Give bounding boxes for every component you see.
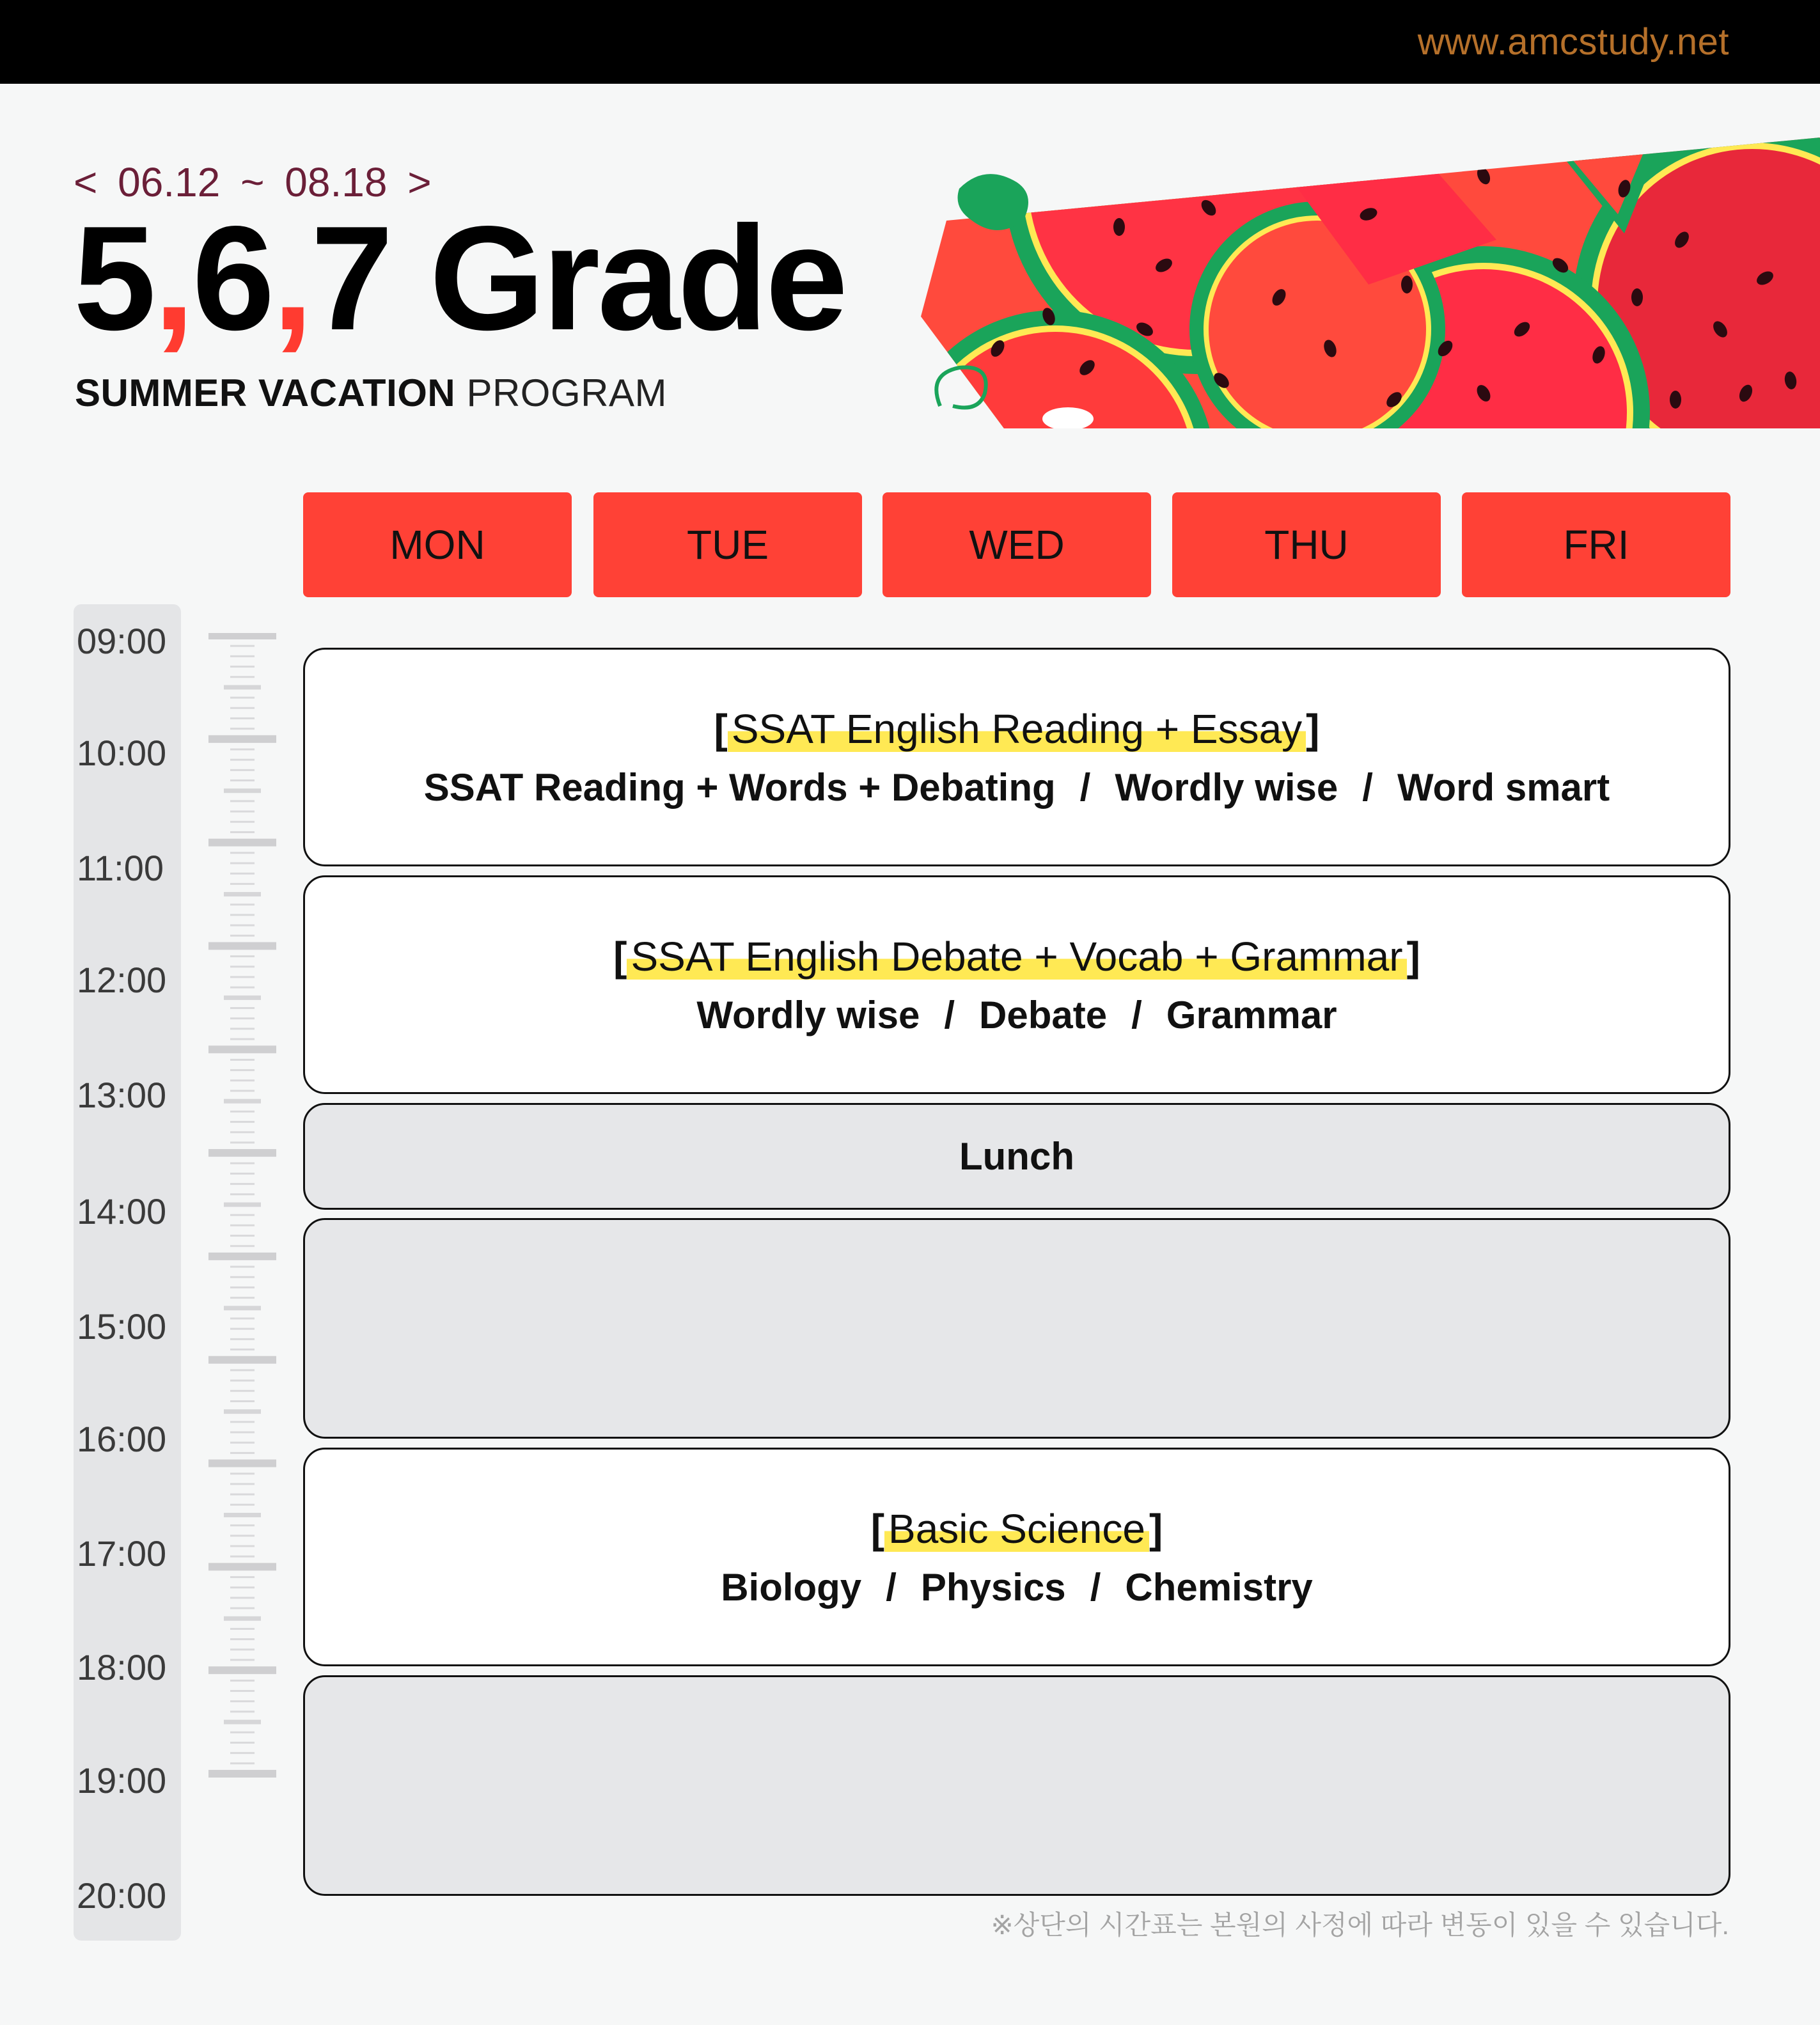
ruler-tick [224, 1203, 261, 1207]
ruler-tick [208, 1770, 276, 1778]
schedule-block-basic-science [303, 1448, 1730, 1666]
ruler-tick [230, 1432, 255, 1434]
ruler-tick [230, 1690, 255, 1692]
ruler-tick [230, 1659, 255, 1661]
ruler-tick [208, 839, 276, 847]
ruler-tick [230, 955, 255, 957]
time-label: 17:00 [77, 1533, 167, 1574]
time-ruler [208, 633, 276, 1912]
ruler-tick [230, 697, 255, 699]
time-label: 18:00 [77, 1647, 167, 1687]
ruler-tick [230, 883, 255, 885]
day-header-tue: TUE [593, 492, 862, 597]
time-label: 16:00 [77, 1419, 167, 1459]
time-label: 20:00 [77, 1875, 167, 1916]
ruler-tick [230, 1421, 255, 1423]
lunch-label: Lunch [959, 1135, 1074, 1178]
ruler-tick [208, 1253, 276, 1260]
ruler-tick [230, 1648, 255, 1650]
bracket-close: ] [1406, 933, 1420, 980]
ruler-tick [230, 1380, 255, 1382]
time-label: 15:00 [77, 1306, 167, 1347]
day-header-thu: THU [1172, 492, 1441, 597]
ruler-tick [230, 1131, 255, 1133]
timeline-column [74, 604, 181, 1941]
ruler-tick [230, 1442, 255, 1444]
ruler-tick [208, 1460, 276, 1467]
ruler-tick [208, 1045, 276, 1053]
ruler-tick [230, 1059, 255, 1061]
ruler-tick [230, 1597, 255, 1599]
ruler-tick [224, 1513, 261, 1517]
bracket-close: ] [1149, 1505, 1163, 1552]
ruler-tick [224, 1099, 261, 1104]
ruler-tick [230, 852, 255, 854]
ruler-tick [230, 1028, 255, 1029]
ruler-tick [230, 1007, 255, 1009]
ruler-tick [224, 1306, 261, 1310]
subtitle-light: PROGRAM [466, 371, 667, 414]
bracket-open: [ [613, 933, 627, 980]
ruler-tick [230, 1504, 255, 1506]
grade-title [74, 196, 845, 361]
ruler-tick [230, 1752, 255, 1754]
ruler-tick [230, 1318, 255, 1320]
top-bar [0, 0, 1820, 84]
subject: Wordly wise [1115, 765, 1338, 809]
grade-5: 5 [74, 196, 154, 361]
ruler-tick [230, 1535, 255, 1536]
block-title [871, 1505, 1163, 1552]
ruler-tick [230, 1235, 255, 1237]
ruler-tick [224, 892, 261, 896]
program-subtitle [75, 371, 667, 415]
bracket-close: ] [1306, 705, 1320, 752]
ruler-tick [230, 1680, 255, 1682]
ruler-tick [230, 1276, 255, 1278]
ruler-tick [230, 935, 255, 937]
ruler-tick [230, 1762, 255, 1764]
ruler-tick [230, 1473, 255, 1474]
block-title [613, 933, 1420, 980]
separator: / [1079, 765, 1091, 809]
ruler-tick [230, 831, 255, 833]
ruler-tick [230, 1224, 255, 1226]
ruler-tick [230, 1710, 255, 1712]
ruler-tick [208, 1356, 276, 1364]
ruler-tick [230, 717, 255, 719]
ruler-tick [230, 1297, 255, 1299]
subtitle-bold: SUMMER VACATION [75, 371, 456, 414]
ruler-tick [230, 749, 255, 751]
ruler-tick [230, 1369, 255, 1371]
ruler-tick [224, 685, 261, 689]
ruler-tick [230, 666, 255, 668]
ruler-tick [224, 1720, 261, 1724]
ruler-tick [230, 1400, 255, 1402]
separator: / [944, 993, 955, 1036]
subject: Wordly wise [696, 993, 920, 1036]
ruler-tick [230, 1038, 255, 1040]
block-title [714, 705, 1320, 753]
grade-comma: , [272, 196, 311, 361]
ruler-tick [208, 1149, 276, 1157]
ruler-tick [208, 633, 276, 639]
schedule-block-empty [303, 1218, 1730, 1439]
ruler-tick [230, 903, 255, 905]
grade-7-label: 7 Grade [311, 196, 845, 361]
ruler-tick [230, 1576, 255, 1578]
day-header-mon: MON [303, 492, 572, 597]
ruler-tick [208, 1666, 276, 1674]
subject: SSAT Reading + Words + Debating [423, 765, 1056, 809]
ruler-tick [230, 800, 255, 802]
time-label: 14:00 [77, 1191, 167, 1231]
watermelon-banner-illustration [921, 137, 1820, 428]
ruler-tick [230, 1607, 255, 1609]
bracket-open: [ [714, 705, 728, 752]
grade-6: 6 [192, 196, 272, 361]
time-label: 10:00 [77, 733, 167, 773]
ruler-tick [230, 1162, 255, 1164]
ruler-tick [230, 1286, 255, 1288]
ruler-tick [230, 1742, 255, 1744]
ruler-tick [230, 821, 255, 823]
time-label: 13:00 [77, 1075, 167, 1115]
ruler-tick [230, 811, 255, 813]
ruler-tick [230, 976, 255, 978]
ruler-tick [230, 925, 255, 926]
ruler-tick [230, 1328, 255, 1330]
ruler-tick [230, 707, 255, 709]
ruler-tick [224, 1409, 261, 1414]
time-label: 12:00 [77, 960, 167, 1000]
ruler-tick [230, 1090, 255, 1092]
day-header-fri: FRI [1462, 492, 1730, 597]
ruler-tick [230, 1266, 255, 1268]
ruler-tick [208, 735, 276, 743]
ruler-tick [230, 728, 255, 730]
ruler-tick [230, 645, 255, 647]
ruler-tick [230, 914, 255, 916]
ruler-tick [230, 1069, 255, 1071]
block-subjects [721, 1565, 1313, 1609]
schedule-block-empty [303, 1675, 1730, 1896]
ruler-tick [208, 942, 276, 950]
ruler-tick [230, 1628, 255, 1630]
separator: / [1131, 993, 1142, 1036]
separator: / [1090, 1565, 1101, 1609]
bracket-open: [ [870, 1505, 885, 1552]
time-label: 11:00 [77, 848, 164, 888]
block-title-text: Basic Science [884, 1506, 1149, 1552]
ruler-tick [230, 655, 255, 657]
ruler-tick [230, 863, 255, 864]
schedule-block-lunch [303, 1103, 1730, 1210]
ruler-tick [224, 1616, 261, 1621]
subject: Debate [979, 993, 1108, 1036]
day-header-wed: WED [883, 492, 1151, 597]
ruler-tick [230, 1545, 255, 1547]
ruler-tick [230, 759, 255, 761]
ruler-tick [230, 1111, 255, 1113]
subject: Biology [721, 1565, 862, 1609]
ruler-tick [230, 1017, 255, 1019]
time-label: 09:00 [77, 621, 167, 661]
ruler-tick [230, 676, 255, 678]
ruler-tick [230, 1349, 255, 1350]
subject: Grammar [1166, 993, 1337, 1036]
separator: / [1362, 765, 1373, 809]
site-url[interactable]: www.amcstudy.net [1417, 21, 1729, 63]
time-label: 19:00 [77, 1760, 167, 1801]
ruler-tick [230, 873, 255, 875]
block-title-text: SSAT English Reading + Essay [728, 706, 1306, 752]
ruler-tick [230, 1638, 255, 1640]
ruler-tick [230, 1524, 255, 1526]
subject: Physics [920, 1565, 1066, 1609]
ruler-tick [230, 1700, 255, 1702]
subject: Chemistry [1125, 1565, 1313, 1609]
schedule-block-ssat-reading [303, 648, 1730, 866]
ruler-tick [230, 1214, 255, 1216]
ruler-tick [230, 769, 255, 771]
ruler-tick [230, 1121, 255, 1123]
date-range: < 06.12 ~ 08.18 > [74, 159, 432, 205]
block-subjects [424, 765, 1610, 809]
block-subjects [696, 993, 1337, 1037]
ruler-tick [230, 1452, 255, 1454]
ruler-tick [208, 1563, 276, 1570]
ruler-tick [230, 1494, 255, 1496]
ruler-tick [230, 1141, 255, 1143]
ruler-tick [224, 996, 261, 1000]
ruler-tick [230, 1173, 255, 1175]
ruler-tick [230, 1556, 255, 1558]
ruler-tick [230, 1390, 255, 1392]
schedule-disclaimer: ※상단의 시간표는 본원의 사정에 따라 변동이 있을 수 있습니다. [991, 1910, 1729, 1940]
ruler-tick [230, 1586, 255, 1588]
block-title-text: SSAT English Debate + Vocab + Grammar [627, 934, 1406, 980]
ruler-tick [230, 987, 255, 989]
ruler-tick [230, 1483, 255, 1485]
ruler-tick [230, 1338, 255, 1340]
subject: Word smart [1397, 765, 1610, 809]
ruler-tick [230, 1732, 255, 1733]
ruler-tick [224, 788, 261, 793]
ruler-tick [230, 1245, 255, 1247]
ruler-tick [230, 966, 255, 967]
separator: / [886, 1565, 897, 1609]
ruler-tick [230, 1079, 255, 1081]
grade-comma: , [153, 196, 192, 361]
ruler-tick [230, 779, 255, 781]
ruler-tick [230, 1193, 255, 1195]
schedule-block-ssat-debate [303, 875, 1730, 1094]
ruler-tick [230, 1183, 255, 1185]
